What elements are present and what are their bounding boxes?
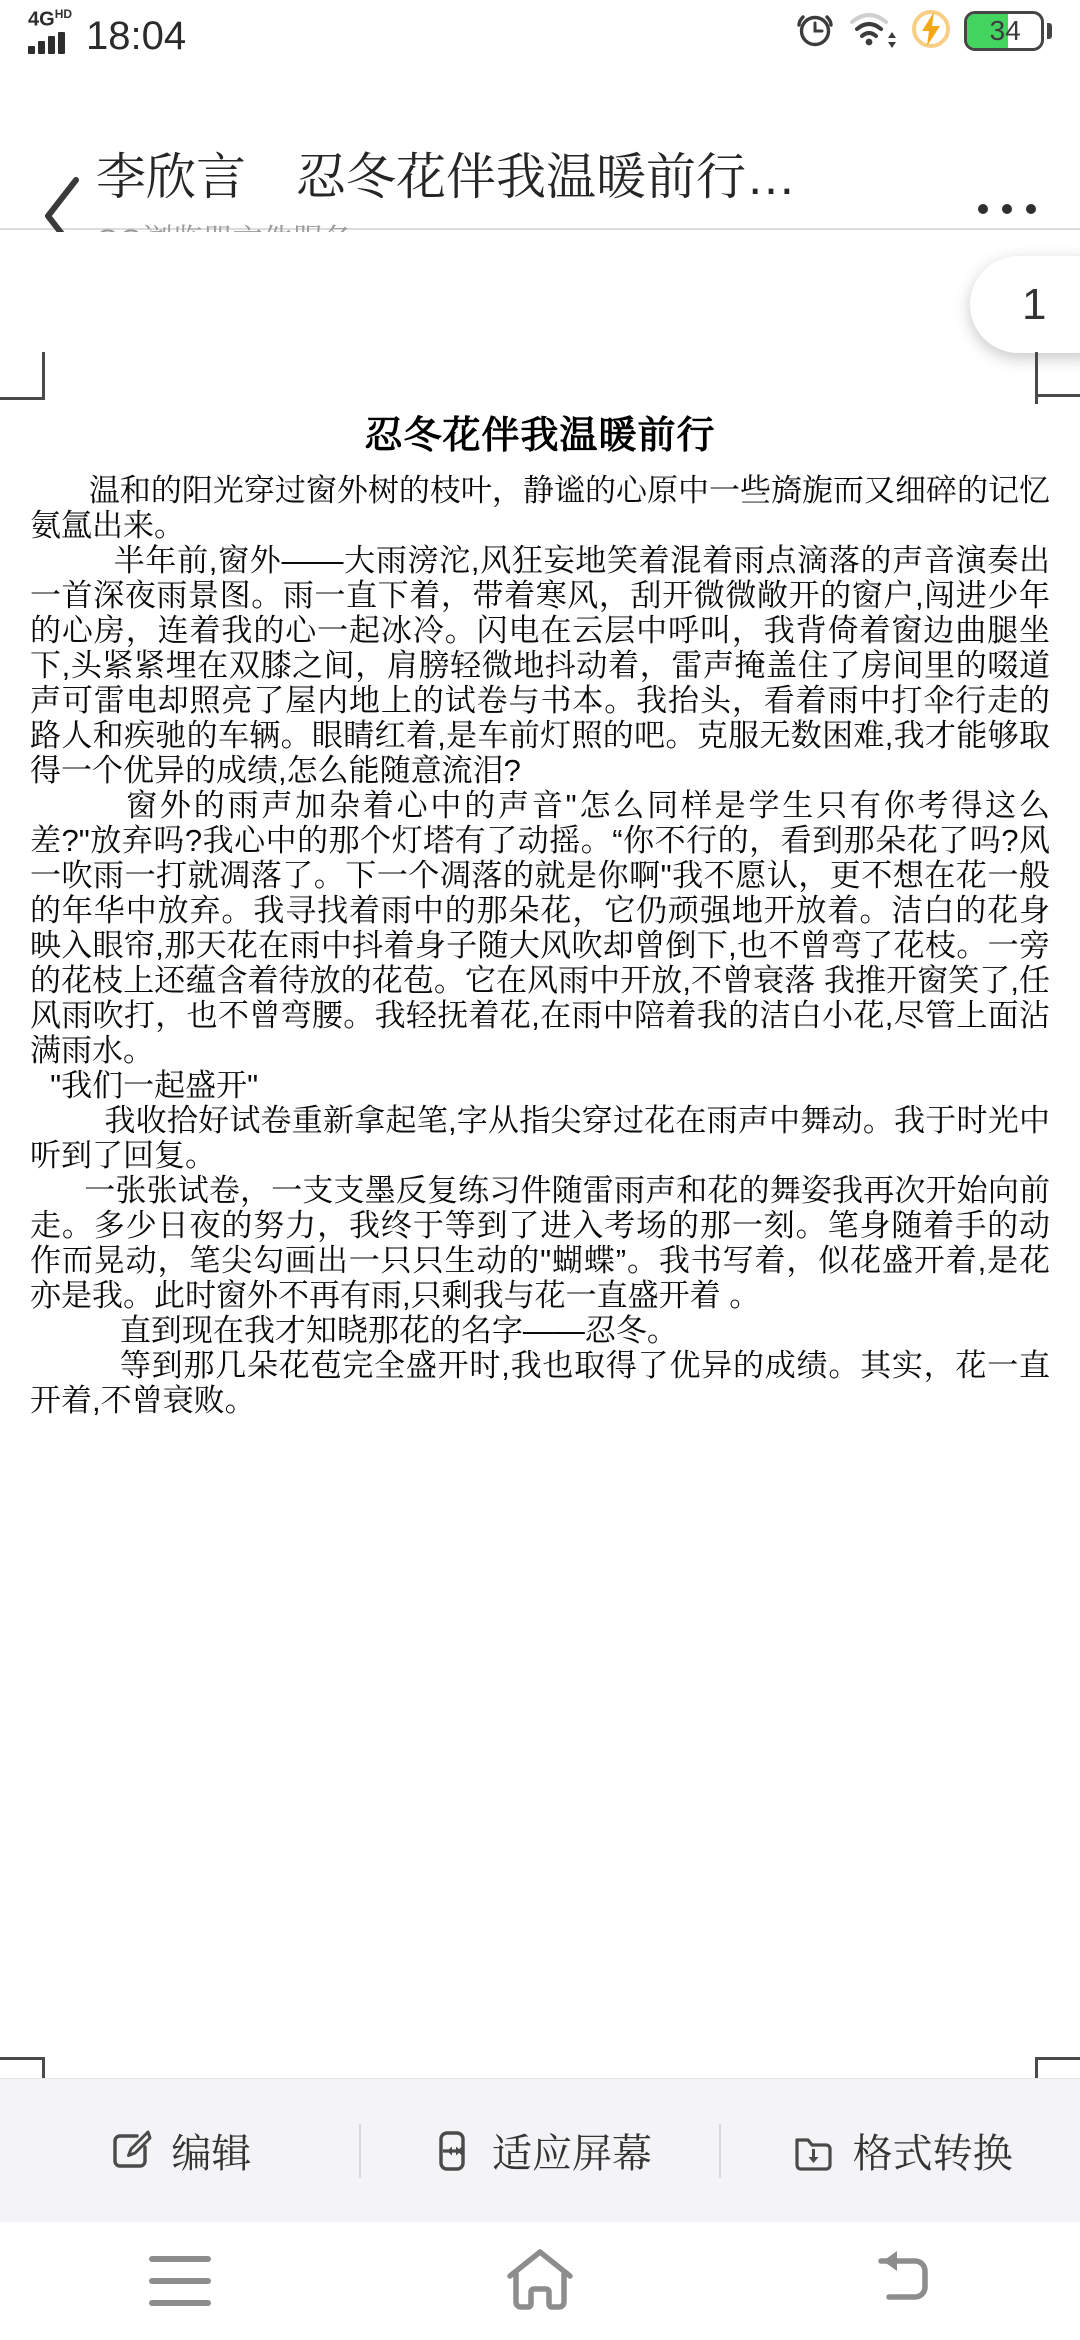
page-number-badge xyxy=(970,256,1080,353)
back-return-icon xyxy=(867,2249,933,2314)
edit-label: 编辑 xyxy=(171,2132,252,2176)
page-corner-mark xyxy=(1035,2057,1038,2078)
edit-pencil-icon xyxy=(107,2127,155,2175)
status-bar xyxy=(0,0,1080,62)
edit-button[interactable] xyxy=(0,2079,359,2222)
status-time: 18:04 xyxy=(86,13,187,58)
format-convert-button[interactable] xyxy=(721,2079,1080,2222)
battery-nub xyxy=(1047,23,1052,39)
format-convert-label: 格式转换 xyxy=(852,2132,1013,2176)
document-page xyxy=(0,404,1080,1418)
document-body xyxy=(30,473,1050,1418)
hamburger-menu-icon xyxy=(149,2256,211,2306)
document-title: 忍冬花伴我温暖前行 xyxy=(364,415,716,457)
nav-back-button[interactable] xyxy=(720,2222,1080,2340)
doc-paragraph: 半年前,窗外——大雨滂沱,风狂妄地笑着混着雨点滴落的声音演奏出一首深夜雨景图。雨一直下着，带着寒风，刮开微微敞开的窗户,闯进少年的心房，连着我的心一起冰冷。闪电在云层中呼叫，我背倚着窗边曲腿坐下,头紧紧埋在双膝之间，肩膀轻微地抖动着，雷声掩盖住了房间里的啜道声可雷电却照亮了屋内地上的试卷与书本。我抬头，看着雨中打伞行走的路人和疾驰的车辆。眼睛红着,是车前灯照的吧。克服无数困难,我才能够取得一个优异的成绩,怎么能随意流泪? xyxy=(30,543,1050,788)
file-title: 李欣言 忍冬花伴我温暖前行… xyxy=(96,150,796,205)
signal-bars-icon xyxy=(28,32,65,54)
doc-paragraph: 等到那几朵花苞完全盛开时,我也取得了优异的成绩。其实，花一直开着,不曾衰败。 xyxy=(30,1348,1050,1418)
doc-paragraph: 窗外的雨声加杂着心中的声音"怎么同样是学生只有你考得这么差?"放弃吗?我心中的那个灯塔有了动摇。“你不行的，看到那朵花了吗?风一吹雨一打就凋落了。下一个凋落的就是你啊"我不愿认，更不想在花一般的年华中放弃。我寻找着雨中的那朵花，它仍顽强地开放着。洁白的花身映入眼帘,那天花在雨中抖着身子随大风吹却曾倒下,也不曾弯了花枝。一旁的花枝上还蕴含着待放的花苞。它在风雨中开放,不曾衰落 我推开窗笑了,任风雨吹打，也不曾弯腰。我轻抚着花,在雨中陪着我的洁白小花,尽管上面沾满雨水。 xyxy=(30,788,1050,1068)
fit-screen-label: 适应屏幕 xyxy=(492,2132,652,2176)
battery-icon xyxy=(964,11,1044,51)
network-type-label: 4G xyxy=(28,8,55,31)
folder-download-icon xyxy=(789,2127,837,2175)
more-menu-button[interactable] xyxy=(978,194,1036,224)
doc-paragraph: 我收拾好试卷重新拿起笔,字从指尖穿过花在雨声中舞动。我于时光中听到了回复。 xyxy=(30,1103,1050,1173)
battery-level: 34 xyxy=(989,15,1021,46)
alarm-icon xyxy=(794,8,836,55)
page-corner-mark xyxy=(1035,2057,1080,2060)
fit-screen-icon xyxy=(428,2127,476,2175)
nav-home-button[interactable] xyxy=(360,2222,720,2340)
page-corner-mark xyxy=(42,2057,45,2078)
page-corner-mark xyxy=(0,397,45,400)
doc-paragraph: 一张张试卷，一支支墨反复练习件随雷雨声和花的舞姿我再次开始向前走。多少日夜的努力，我终于等到了进入考场的那一刻。笔身随着手的动作而晃动，笔尖勾画出一只只生动的"蝴蝶”。我书写着，似花盛开着,是花亦是我。此时窗外不再有雨,只剩我与花一直盛开着 。 xyxy=(30,1173,1050,1313)
home-icon xyxy=(502,2246,578,2317)
document-viewport[interactable] xyxy=(0,232,1080,2078)
page-corner-mark xyxy=(1035,394,1080,397)
fit-screen-button[interactable] xyxy=(361,2079,720,2222)
doc-paragraph: 直到现在我才知晓那花的名字——忍冬。 xyxy=(119,1313,678,1348)
navigation-bar xyxy=(0,2222,1080,2340)
page-number: 1 xyxy=(1022,279,1047,329)
app-header xyxy=(0,62,1080,230)
doc-paragraph: "我们一起盛开" xyxy=(50,1068,259,1103)
charging-bolt-icon xyxy=(910,8,952,55)
page-corner-mark xyxy=(42,352,45,400)
wifi-icon xyxy=(848,8,898,55)
bottom-toolbar xyxy=(0,2078,1080,2222)
cellular-signal-icon xyxy=(28,8,72,54)
nav-menu-button[interactable] xyxy=(0,2222,360,2340)
doc-paragraph: 温和的阳光穿过窗外树的枝叶，静谧的心原中一些旖旎而又细碎的记忆氨氲出来。 xyxy=(30,473,1050,543)
page-corner-mark xyxy=(0,2057,45,2060)
hd-badge: HD xyxy=(54,7,73,22)
